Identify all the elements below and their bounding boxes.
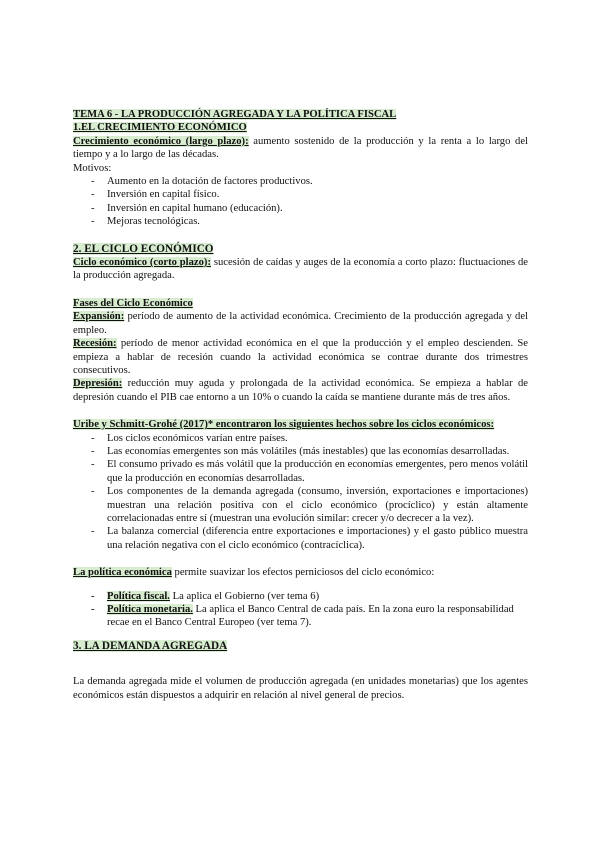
fase-text: período de menor actividad económica en el que la producción y el empleo descienden. Se empieza a hablar de recesión cuando la actividad económica se contrae durante dos trimestres consecutivos.: [73, 338, 528, 376]
list-item: - Mejoras tecnológicas.: [73, 215, 528, 228]
motivos-label: Motivos:: [73, 162, 112, 174]
growth-definition: [73, 135, 528, 162]
growth-term: Crecimiento económico (largo plazo):: [73, 135, 249, 147]
hechos-list: [73, 432, 528, 553]
list-item: - Los componentes de la demanda agregada (consumo, inversión, exportaciones e importaciones) muestran una relación positiva con el ciclo económico (procíclico) y están altamente correlacionadas entre sí (muestran una evolución similar: crecer y/o decrecer a la vez).: [73, 485, 528, 525]
list-item: - Aumento en la dotación de factores productivos.: [73, 175, 528, 188]
hechos-heading: [73, 418, 528, 431]
politica-text: permite suavizar los efectos perniciosos del ciclo económico:: [171, 567, 435, 579]
politica-fiscal-term: Política fiscal.: [107, 590, 170, 602]
fase-expansion: [73, 310, 528, 337]
motivos-list: [73, 175, 528, 229]
section3-text: La demanda agregada mide el volumen de producción agregada (en unidades monetarias) que los agentes económicos están dispuestos a adquirir en relación al nivel general de precios.: [73, 676, 528, 701]
list-item: [73, 590, 528, 603]
section1-heading-text: 1.EL CRECIMIENTO ECONÓMICO: [73, 122, 247, 134]
politica-monetaria-term: Política monetaria.: [107, 604, 193, 615]
section2-heading-text: 2. EL CICLO ECONÓMICO: [73, 242, 214, 255]
fases-heading-text: Fases del Ciclo Económico: [73, 297, 193, 309]
list-item: [73, 603, 528, 630]
cycle-definition: [73, 256, 528, 283]
fase-recesion: [73, 337, 528, 377]
fase-term: Recesión:: [73, 338, 117, 350]
politicas-list: [73, 590, 528, 630]
fase-text: período de aumento de la actividad económica. Crecimiento de la producción agregada y del empleo.: [73, 311, 528, 336]
list-item: - Las economías emergentes son más volátiles (más inestables) que las economías desarrolladas.: [73, 445, 528, 458]
document-title: [73, 108, 528, 121]
politica-intro: [73, 566, 528, 579]
politica-fiscal-text: La aplica el Gobierno (ver tema 6): [169, 590, 320, 602]
list-item: - Inversión en capital físico.: [73, 188, 528, 201]
politica-monetaria-text: La aplica el Banco Central de cada país. En la zona euro la responsabilidad recae en el Banco Central Europeo (ver tema 7).: [107, 604, 514, 629]
fase-text: reducción muy aguda y prolongada de la actividad económica. Se empieza a hablar de depresión cuando el PIB cae entorno a un 10% o cuando la caída se mantiene durante más de tres años.: [73, 378, 528, 403]
politica-term: La política económica: [73, 567, 172, 579]
list-item: - Inversión en capital humano (educación).: [73, 202, 528, 215]
list-item: - El consumo privado es más volátil que la producción en economías emergentes, pero menos volátil que la producción en economías desarrolladas.: [73, 458, 528, 485]
cycle-text: sucesión de caídas y auges de la economía a corto plazo: fluctuaciones de la producción agregada.: [73, 257, 528, 282]
fase-depresion: [73, 377, 528, 404]
document-page: [73, 108, 528, 702]
list-item: - Los ciclos económicos varían entre países.: [73, 432, 528, 445]
section3-heading-text: 3. LA DEMANDA AGREGADA: [73, 639, 228, 652]
fase-term: Depresión:: [73, 378, 123, 390]
hechos-heading-text: Uribe y Schmitt-Grohé (2017)* encontraron los siguientes hechos sobre los ciclos económicos:: [73, 419, 495, 431]
fases-heading: [73, 297, 528, 310]
growth-text: aumento sostenido de la producción y la renta a lo largo del tiempo y a lo largo de las décadas.: [73, 135, 529, 161]
title-text: TEMA 6 - LA PRODUCCIÓN AGREGADA Y LA POLÍTICA FISCAL: [73, 109, 397, 120]
section2-heading: [73, 243, 528, 256]
section1-heading: [73, 121, 528, 134]
fase-term: Expansión:: [73, 311, 125, 323]
section3-heading: [73, 640, 528, 653]
cycle-term: Ciclo económico (corto plazo):: [73, 257, 211, 269]
list-item: - La balanza comercial (diferencia entre exportaciones e importaciones) y el gasto público muestra una relación negativa con el ciclo económico (contracíclica).: [73, 525, 528, 552]
